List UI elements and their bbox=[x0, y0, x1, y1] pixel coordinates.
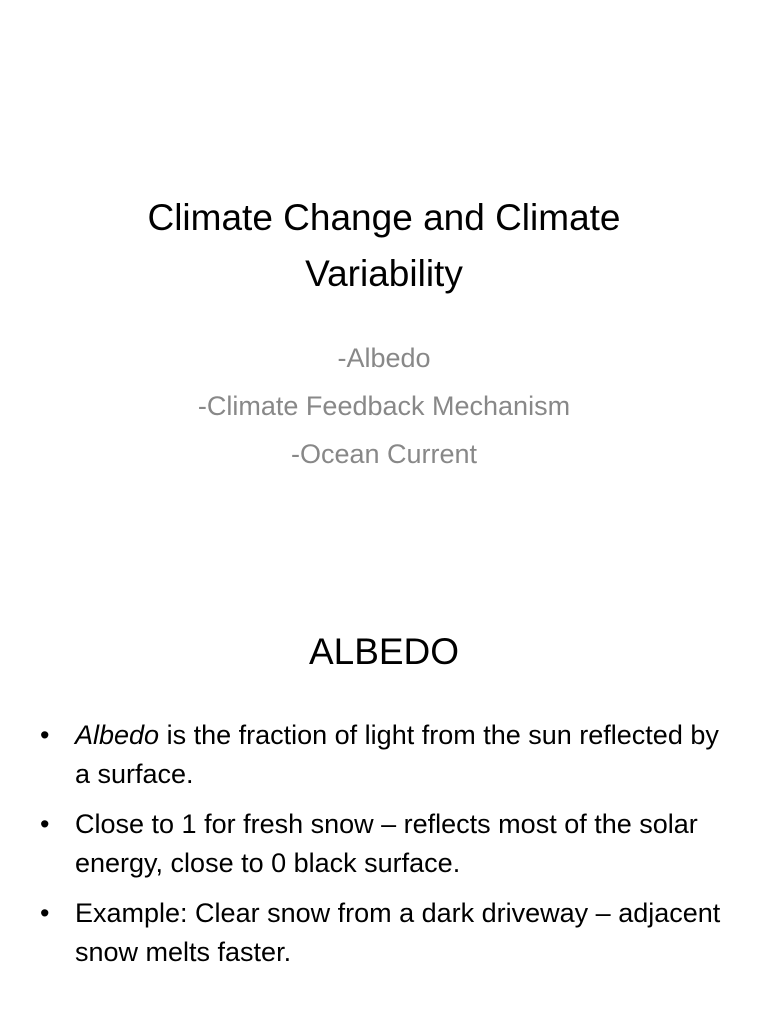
presentation-title bbox=[60, 190, 708, 302]
subtitle-item-ocean: -Ocean Current bbox=[290, 439, 478, 469]
title-line-1: Climate Change and Climate bbox=[147, 197, 621, 238]
subtitle-item-albedo: -Albedo bbox=[337, 343, 431, 373]
slide-albedo bbox=[0, 576, 768, 1024]
title-line-2: Variability bbox=[305, 253, 463, 294]
bullet-icon: • bbox=[40, 809, 50, 839]
subtitle-topics bbox=[60, 334, 708, 478]
bullet-icon: • bbox=[40, 898, 50, 928]
bullet-item bbox=[38, 805, 738, 883]
bullet-item bbox=[38, 716, 738, 794]
bullet-list bbox=[38, 716, 738, 983]
subtitle-item-feedback: -Climate Feedback Mechanism bbox=[197, 391, 571, 421]
bullet-text: is the fraction of light from the sun reflected by a surface. bbox=[75, 720, 719, 789]
bullet-item bbox=[38, 894, 738, 972]
bullet-italic-term: Albedo bbox=[75, 720, 160, 750]
slide-heading: ALBEDO bbox=[308, 631, 460, 672]
bullet-text: Example: Clear snow from a dark driveway – adjacent snow melts faster. bbox=[75, 898, 721, 967]
bullet-text: Close to 1 for fresh snow – reflects most of the solar energy, close to 0 black surface. bbox=[75, 809, 698, 878]
bullet-icon: • bbox=[40, 720, 50, 750]
